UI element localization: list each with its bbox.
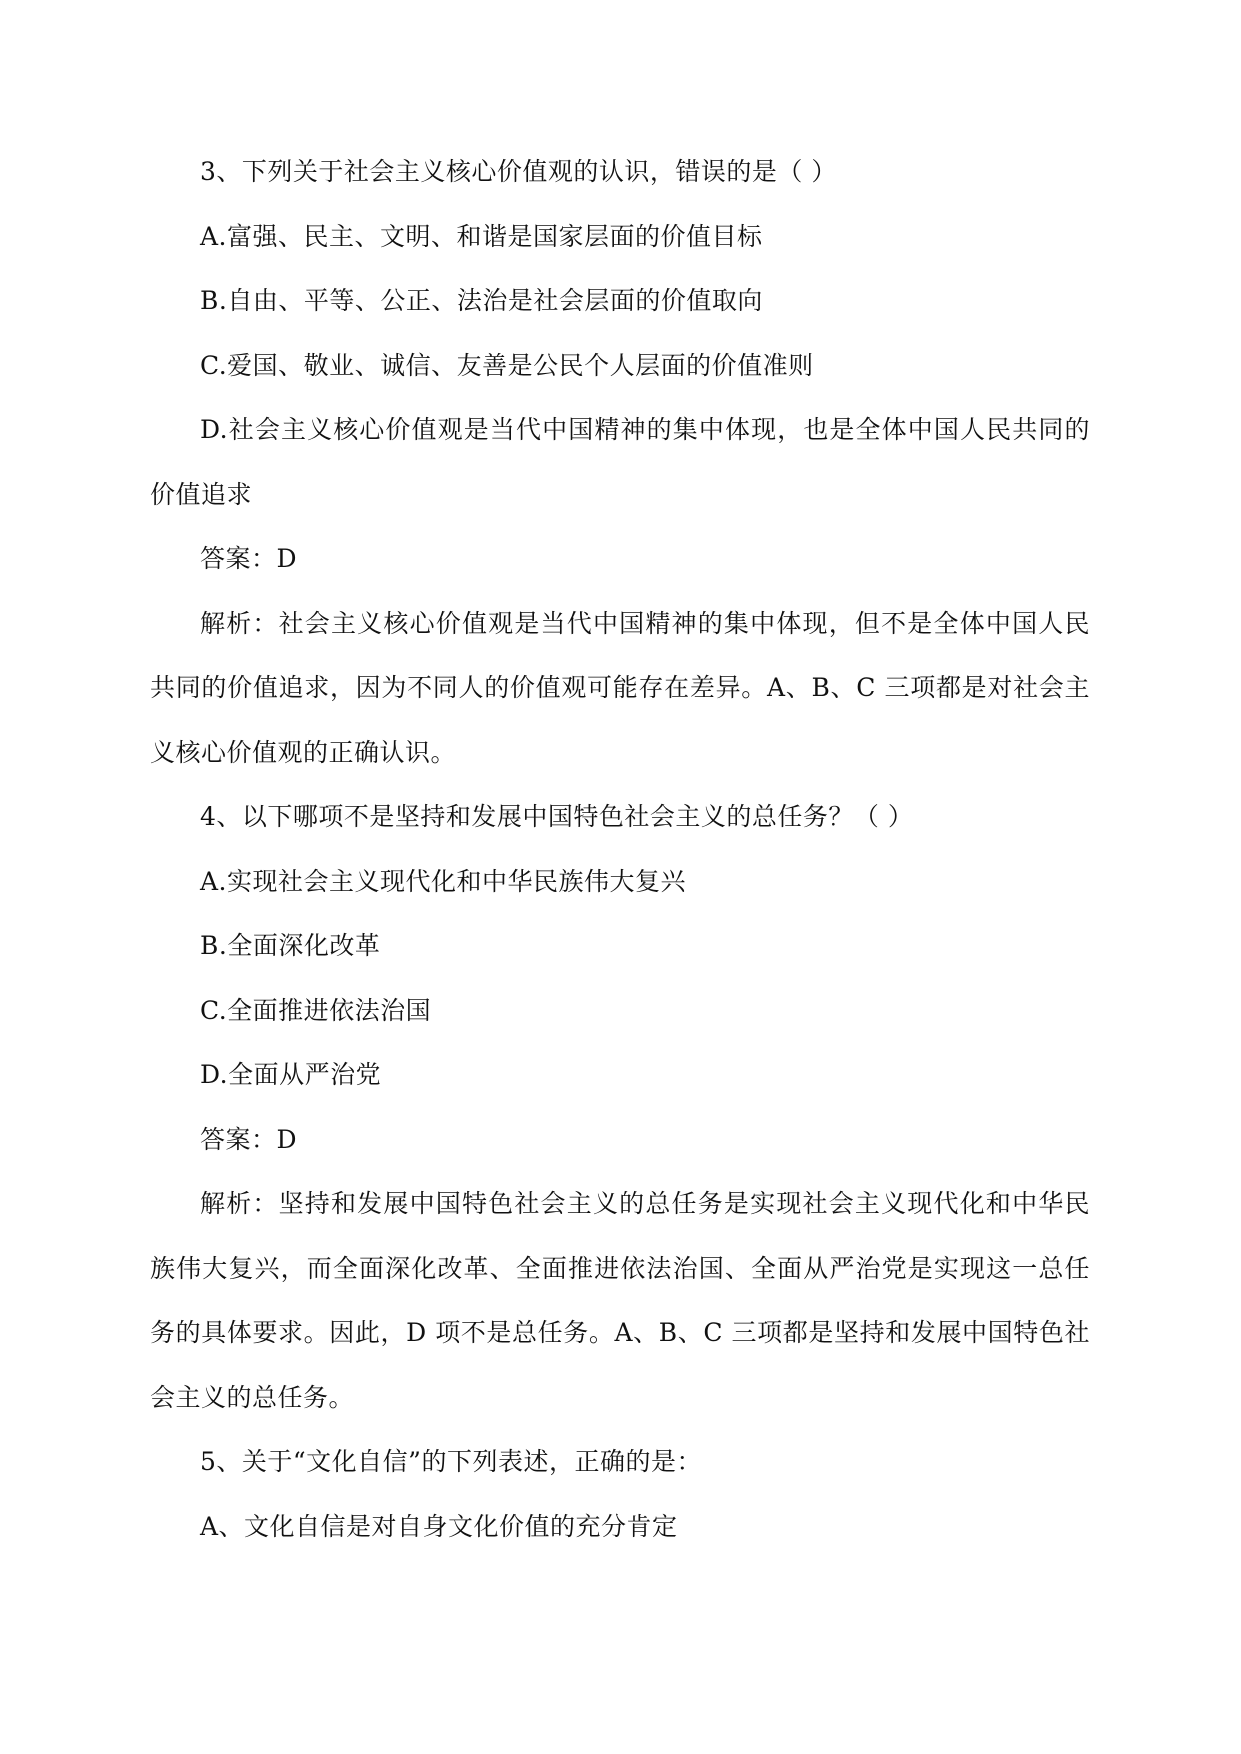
question-4-analysis: 解析：坚持和发展中国特色社会主义的总任务是实现社会主义现代化和中华民族伟大复兴，而全面深化改革、全面推进依法治国、全面从严治党是实现这一总任务的具体要求。因此，D 项不是总任务。A、B、C 三项都是坚持和发展中国特色社会主义的总任务。 [150, 1189, 1090, 1412]
question-4-stem: 4、以下哪项不是坚持和发展中国特色社会主义的总任务？（ ） [200, 802, 914, 831]
question-3-option-c: C.爱国、敬业、诚信、友善是公民个人层面的价值准则 [200, 350, 814, 380]
question-4-answer: 答案：D [200, 1124, 298, 1154]
question-3-analysis: 解析：社会主义核心价值观是当代中国精神的集中体现，但不是全体中国人民共同的价值追求，因为不同人的价值观可能存在差异。A、B、C 三项都是对社会主义核心价值观的正确认识。 [150, 608, 1090, 767]
question-3-answer: 答案：D [200, 544, 298, 573]
question-4-option-b: B.全面深化改革 [200, 931, 381, 960]
question-3-stem: 3、下列关于社会主义核心价值观的认识，错误的是（ ） [200, 157, 837, 186]
question-4-option-c: C.全面推进依法治国 [200, 995, 432, 1025]
document-body [150, 140, 1090, 1559]
question-5-stem: 5、关于“文化自信”的下列表述，正确的是： [200, 1447, 702, 1476]
question-3-option-d: D.社会主义核心价值观是当代中国精神的集中体现，也是全体中国人民共同的价值追求 [150, 415, 1090, 509]
question-3-option-a: A.富强、民主、文明、和谐是国家层面的价值目标 [200, 221, 763, 251]
question-5-option-a: A、文化自信是对自身文化价值的充分肯定 [200, 1511, 678, 1541]
question-3-option-b: B.自由、平等、公正、法治是社会层面的价值取向 [200, 286, 763, 315]
question-4-option-d: D.全面从严治党 [200, 1060, 382, 1089]
question-4-option-a: A.实现社会主义现代化和中华民族伟大复兴 [200, 866, 687, 896]
